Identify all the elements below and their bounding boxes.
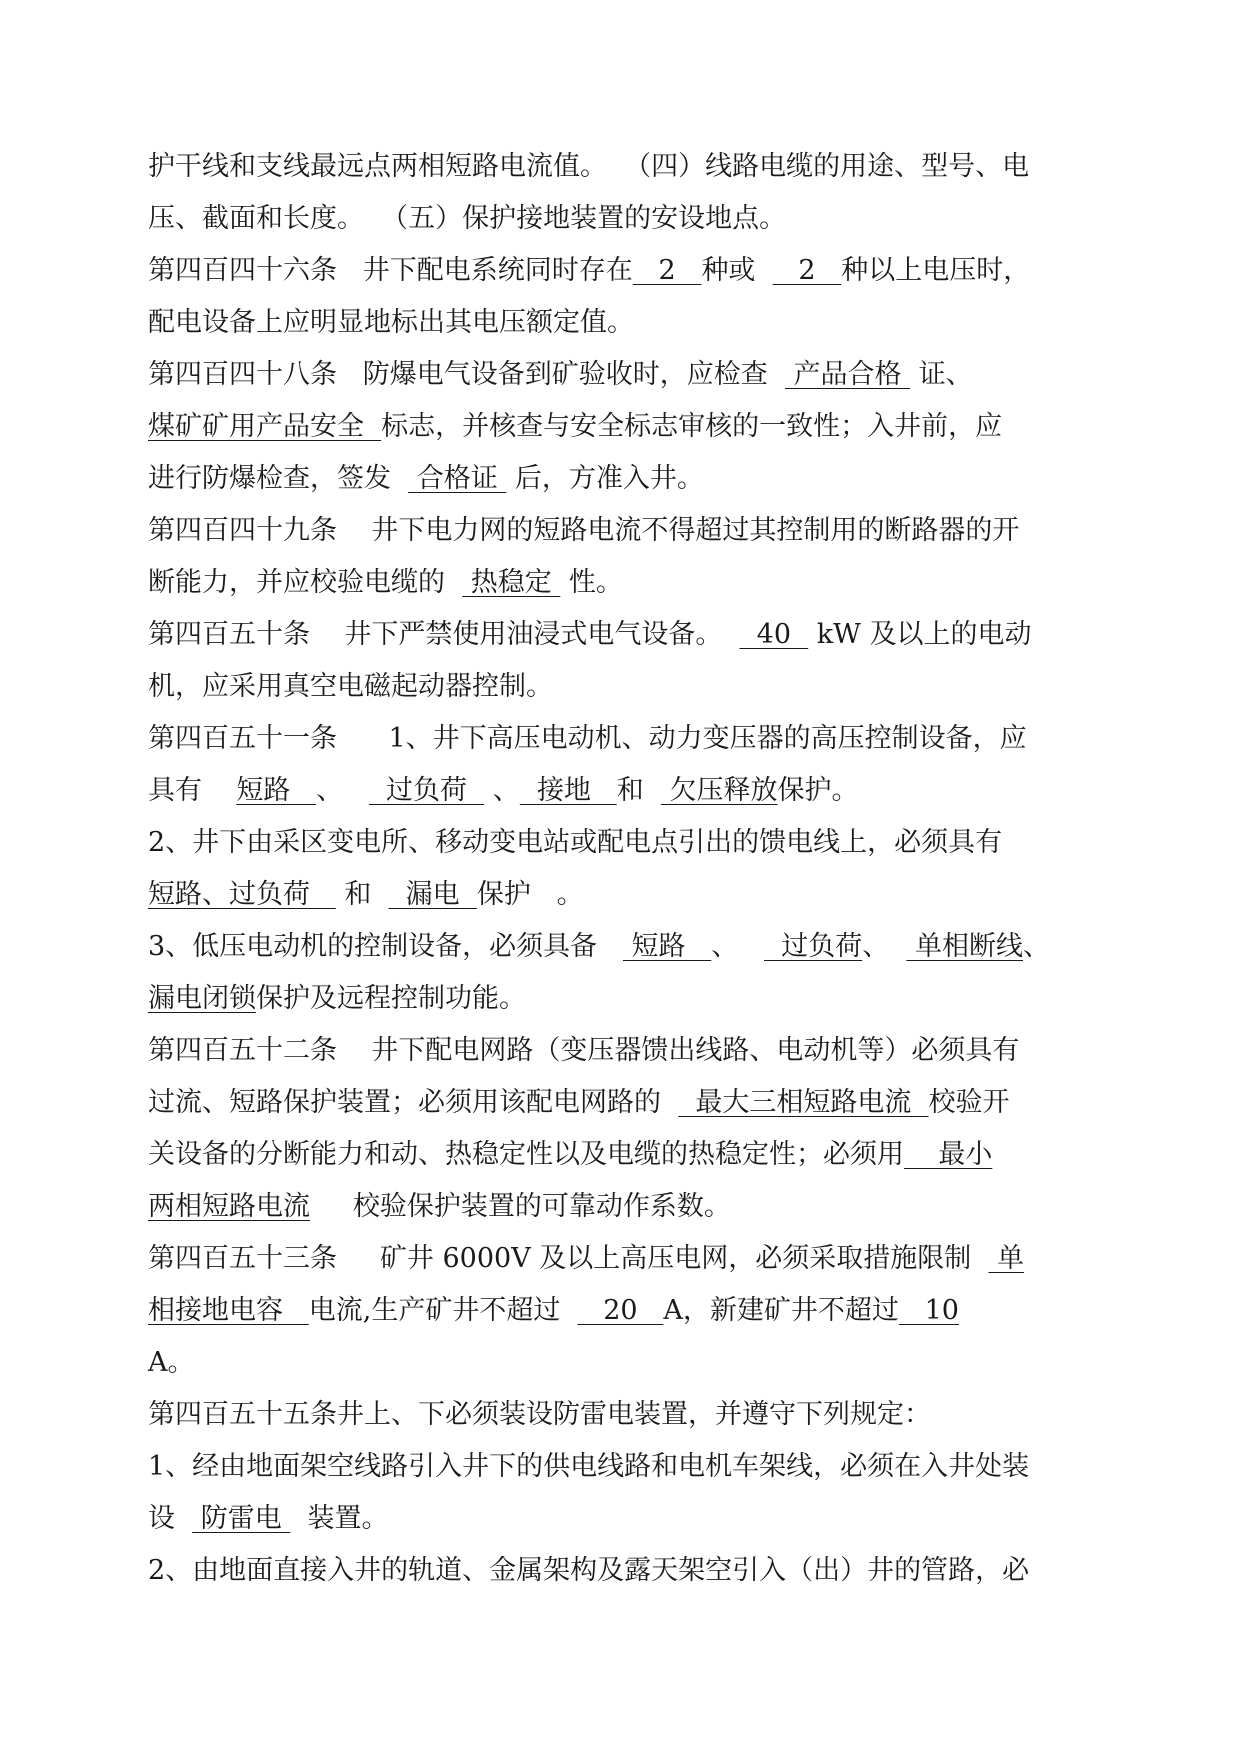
text-line	[148, 1077, 1108, 1129]
text-segment: 具有	[148, 775, 237, 806]
text-segment: A，新建矿井不超过	[663, 1295, 899, 1326]
text-segment: 第四百四十八条 防爆电气设备到矿验收时，应检查	[148, 359, 785, 390]
text-segment: 第四百五十二条 井下配电网路（变压器馈出线路、电动机等）必须具有	[148, 1035, 1020, 1066]
text-line	[148, 869, 1108, 921]
fill-in-answer: 最小	[904, 1139, 993, 1170]
fill-in-answer: 过负荷	[764, 931, 863, 962]
document-text	[148, 141, 1108, 1597]
text-line	[148, 1389, 1108, 1441]
text-line	[148, 973, 1108, 1025]
fill-in-answer: 短路、过负荷	[148, 879, 336, 910]
text-line	[148, 1129, 1108, 1181]
text-segment: 护干线和支线最远点两相短路电流值。 （四）线路电缆的用途、型号、电	[148, 151, 1030, 182]
text-line	[148, 1233, 1108, 1285]
text-line	[148, 1285, 1108, 1337]
fill-in-answer: 漏电闭锁	[148, 983, 256, 1014]
text-segment: 保护及远程控制功能。	[256, 983, 526, 1014]
text-line	[148, 1025, 1108, 1077]
fill-in-answer: 最大三相短路电流	[678, 1087, 929, 1118]
text-segment: 保护。	[777, 775, 859, 806]
text-segment: 进行防爆检查，签发	[148, 463, 409, 494]
text-segment: 、	[1022, 931, 1050, 962]
text-segment: 后，方准入井。	[506, 463, 704, 494]
text-segment: 设	[148, 1503, 193, 1534]
text-line	[148, 1545, 1108, 1597]
fill-in-answer: 2	[632, 255, 702, 286]
fill-in-answer: 2	[772, 255, 842, 286]
text-line	[148, 713, 1108, 765]
fill-in-answer: 过负荷	[368, 775, 485, 806]
fill-in-answer: 煤矿矿用产品安全	[148, 411, 382, 442]
text-segment: 保护 。	[476, 879, 584, 910]
text-segment: 1、经由地面架空线路引入井下的供电线路和电机车架线，必须在入井处装	[148, 1451, 1030, 1482]
text-segment: 第四百四十九条 井下电力网的短路电流不得超过其控制用的断路器的开	[148, 515, 1020, 546]
text-segment: 第四百四十六条 井下配电系统同时存在	[148, 255, 633, 286]
text-segment: 、	[862, 931, 907, 962]
text-segment: 机，应采用真空电磁起动器控制。	[148, 671, 553, 702]
text-segment: 性。	[560, 567, 623, 598]
fill-in-answer: 接地	[519, 775, 617, 806]
text-segment: 标志，并核查与安全标志审核的一致性；入井前，应	[381, 411, 1003, 442]
text-line	[148, 661, 1108, 713]
text-segment: 3、低压电动机的控制设备，必须具备	[148, 931, 623, 962]
text-segment: 断能力，并应校验电缆的	[148, 567, 463, 598]
text-line	[148, 505, 1108, 557]
text-segment: 关设备的分断能力和动、热稳定性以及电缆的热稳定性；必须用	[148, 1139, 904, 1170]
text-segment: 2、井下由采区变电所、移动变电站或配电点引出的馈电线上，必须具有	[148, 827, 1003, 858]
text-segment: A。	[148, 1347, 195, 1378]
fill-in-answer: 两相短路电流	[148, 1191, 310, 1222]
text-segment: 证、	[910, 359, 973, 390]
text-line	[148, 817, 1108, 869]
text-line	[148, 1181, 1108, 1233]
text-line	[148, 141, 1108, 193]
text-segment: 第四百五十五条井上、下必须装设防雷电装置，并遵守下列规定：	[148, 1399, 931, 1430]
text-segment: 压、截面和长度。 （五）保护接地装置的安设地点。	[148, 203, 787, 234]
text-segment: 和	[335, 879, 389, 910]
text-line	[148, 557, 1108, 609]
text-segment: 过流、短路保护装置；必须用该配电网路的	[148, 1087, 679, 1118]
text-line	[148, 193, 1108, 245]
text-segment: 第四百五十三条 矿井 6000V 及以上高压电网，必须采取措施限制	[148, 1243, 989, 1274]
text-line	[148, 609, 1108, 661]
text-segment: 、	[316, 775, 369, 806]
fill-in-answer: 单相断线	[906, 931, 1023, 962]
text-segment: 配电设备上应明显地标出其电压额定值。	[148, 307, 634, 338]
text-line	[148, 765, 1108, 817]
text-line	[148, 1493, 1108, 1545]
fill-in-answer: 20	[577, 1295, 664, 1326]
fill-in-answer: 相接地电容	[148, 1295, 309, 1326]
fill-in-answer: 短路	[236, 775, 317, 806]
text-segment: 、	[711, 931, 765, 962]
text-segment: 2、由地面直接入井的轨道、金属架构及露天架空引入（出）井的管路，必	[148, 1555, 1030, 1586]
text-line	[148, 1441, 1108, 1493]
fill-in-answer: 欠压释放	[660, 775, 778, 806]
text-segment: 种以上电压时，	[841, 255, 1031, 286]
fill-in-answer: 产品合格	[784, 359, 911, 390]
text-line	[148, 349, 1108, 401]
fill-in-answer: 合格证	[408, 463, 507, 494]
text-segment: 装置。	[290, 1503, 389, 1534]
fill-in-answer: 40	[739, 619, 809, 650]
text-line	[148, 245, 1108, 297]
text-line	[148, 921, 1108, 973]
text-segment: 第四百五十条 井下严禁使用油浸式电气设备。	[148, 619, 740, 650]
text-segment: 、	[484, 775, 520, 806]
text-segment: 种或	[701, 255, 773, 286]
text-segment: 电流,生产矿井不超过	[308, 1295, 578, 1326]
text-line	[148, 401, 1108, 453]
text-line	[148, 453, 1108, 505]
fill-in-answer: 热稳定	[462, 567, 561, 598]
text-segment: kW 及以上的电动	[808, 619, 1032, 650]
text-line	[148, 297, 1108, 349]
text-segment: 校验开	[928, 1087, 1010, 1118]
text-line	[148, 1337, 1108, 1389]
text-segment: 校验保护装置的可靠动作系数。	[310, 1191, 731, 1222]
text-segment: 和	[616, 775, 661, 806]
fill-in-answer: 防雷电	[192, 1503, 291, 1534]
fill-in-answer: 单	[988, 1243, 1025, 1274]
text-segment: 第四百五十一条 1、井下高压电动机、动力变压器的高压控制设备，应	[148, 723, 1027, 754]
fill-in-answer: 短路	[622, 931, 712, 962]
fill-in-answer: 10	[898, 1295, 959, 1326]
fill-in-answer: 漏电	[388, 879, 477, 910]
